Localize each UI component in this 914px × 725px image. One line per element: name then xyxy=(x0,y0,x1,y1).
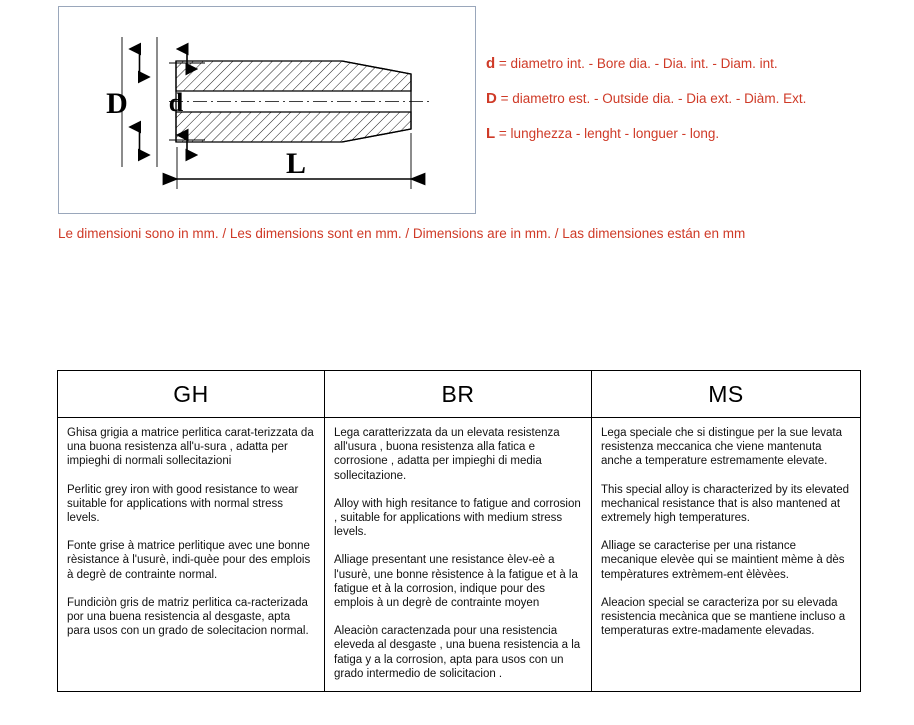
label-bore-diameter: d xyxy=(168,88,184,117)
column-header-br: BR xyxy=(325,371,592,418)
ms-text-fr: Alliage se caracterise per una ristance mecanique elevèe qui se maintient mème à dès tempèratures extrèmem-ent èlèvèes. xyxy=(601,540,845,581)
legend-symbol-D: D xyxy=(486,90,497,107)
legend-text-d: = diametro int. - Bore dia. - Dia. int. - Diam. int. xyxy=(495,56,778,71)
ms-text-it: Lega speciale che si distingue per la sue levata resistenza meccanica che viene mantenuta anche a temperature estremamente elevate. xyxy=(601,427,843,468)
bushing-diagram xyxy=(59,7,475,213)
br-text-es: Aleaciòn caractenzada pour una resistencia eleveda al desgaste , una buena resistencia a la fatiga y a la corrosion, apta para usos con un grado intermedio de solicitacion . xyxy=(334,625,581,680)
legend-text-L: = lunghezza - lenght - longuer - long. xyxy=(495,126,720,141)
units-note: Le dimensioni sono in mm. / Les dimensions sont en mm. / Dimensions are in mm. / Las dimensiones están en mm xyxy=(58,226,746,241)
legend-item-bore xyxy=(486,56,906,72)
cell-br-description xyxy=(325,418,592,692)
table-header-row xyxy=(58,371,861,418)
br-text-fr: Alliage presentant une resistance èlev-eè a l'usurè, une bonne rèsistence à la fatigue et à la fatigue et à la corrosion, indique pour des emplois à un degrè de contrainte moyen xyxy=(334,554,578,610)
br-text-it: Lega caratterizzata da un elevata resistenza all'usura , buona resistenza alla fatica e corrosione , adatta per impieghi di media sollecitazione. xyxy=(334,427,560,482)
column-header-ms: MS xyxy=(592,371,861,418)
br-text-en: Alloy with high resitance to fatigue and corrosion , suitable for applications with medium stress levels. xyxy=(334,497,581,539)
legend-text-D: = diametro est. - Outside dia. - Dia ext. - Diàm. Ext. xyxy=(496,91,807,106)
gh-text-en: Perlitic grey iron with good resistance to wear suitable for applications with normal stress levels. xyxy=(67,483,299,525)
cell-ms-description xyxy=(592,418,861,692)
legend-symbol-L: L xyxy=(486,125,496,142)
ms-text-es: Aleacion special se caracteriza por su elevada resistencia mecànica que se mantiene incluso a temperaturas extre-madamente elevadas. xyxy=(601,596,846,638)
gh-text-es: Fundiciòn gris de matriz perlitica ca-racterizada por una buena resistencia al desgaste, apta para usos con un grado de solecitacion normal. xyxy=(67,596,309,638)
table-row xyxy=(58,418,861,692)
label-outside-diameter: D xyxy=(106,87,128,120)
label-length: L xyxy=(285,147,307,180)
symbol-legend xyxy=(486,56,906,161)
legend-item-outside xyxy=(486,91,906,107)
column-header-gh: GH xyxy=(58,371,325,418)
materials-table xyxy=(57,370,861,692)
gh-text-fr: Fonte grise à matrice perlitique avec une bonne rèsistance à l'usurè, indi-quèe pour des emplois à degrè de contrainte normal. xyxy=(67,540,311,581)
ms-text-en: This special alloy is characterized by its elevated mechanical resistance that is also mantened at extremely high temperatures. xyxy=(601,483,850,525)
gh-text-it: Ghisa grigia a matrice perlitica carat-terizzata da una buona resistenza all'u-sura , adatta per impieghi di normali sollecitazioni xyxy=(67,427,314,468)
legend-symbol-d: d xyxy=(486,55,496,72)
bushing-diagram-panel xyxy=(58,6,476,214)
cell-gh-description xyxy=(58,418,325,692)
legend-item-length xyxy=(486,126,906,142)
